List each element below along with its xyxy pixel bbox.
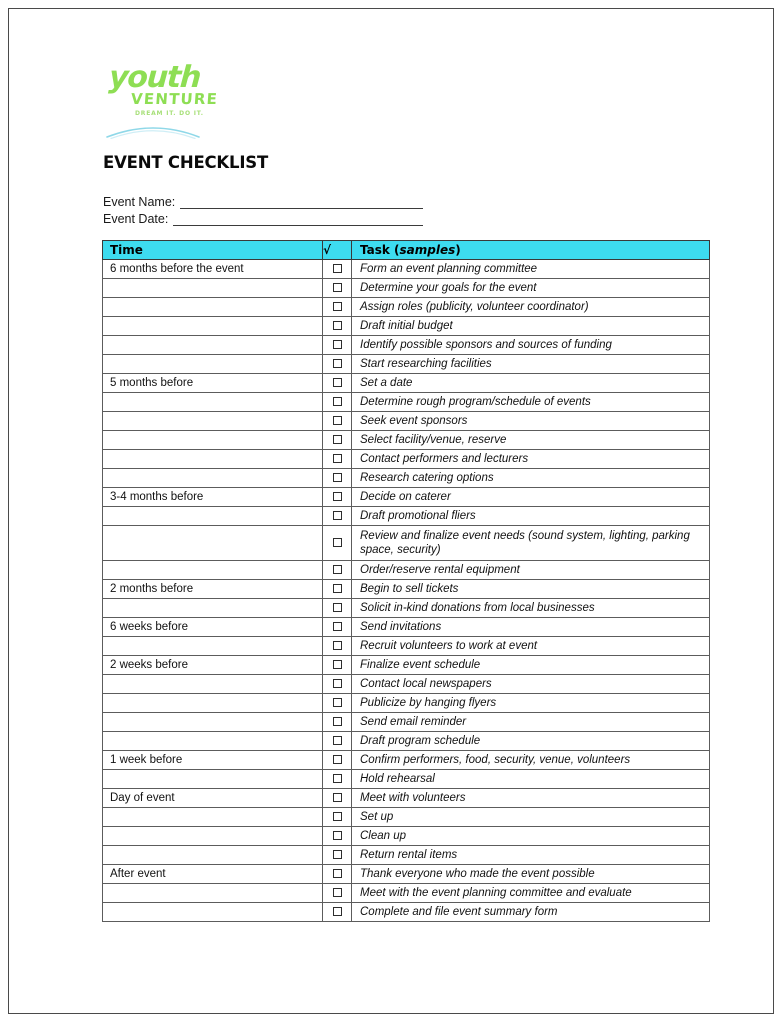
cell-checkbox[interactable] bbox=[323, 808, 352, 827]
cell-task: Contact performers and lecturers bbox=[352, 450, 710, 469]
task-checkbox[interactable] bbox=[333, 492, 342, 501]
cell-time bbox=[103, 412, 323, 431]
cell-task: Set up bbox=[352, 808, 710, 827]
cell-checkbox[interactable] bbox=[323, 507, 352, 526]
table-row bbox=[103, 260, 710, 279]
task-checkbox[interactable] bbox=[333, 538, 342, 547]
task-checkbox[interactable] bbox=[333, 660, 342, 669]
table-header bbox=[103, 241, 710, 260]
task-checkbox[interactable] bbox=[333, 435, 342, 444]
task-checkbox[interactable] bbox=[333, 717, 342, 726]
table-row bbox=[103, 507, 710, 526]
cell-checkbox[interactable] bbox=[323, 770, 352, 789]
cell-time: 2 weeks before bbox=[103, 656, 323, 675]
cell-checkbox[interactable] bbox=[323, 580, 352, 599]
cell-time bbox=[103, 298, 323, 317]
cell-task: Thank everyone who made the event possible bbox=[352, 865, 710, 884]
table-row bbox=[103, 770, 710, 789]
table-row bbox=[103, 374, 710, 393]
cell-checkbox[interactable] bbox=[323, 618, 352, 637]
table-row bbox=[103, 298, 710, 317]
logo-tagline: DREAM IT. DO IT. bbox=[135, 110, 204, 117]
cell-checkbox[interactable] bbox=[323, 526, 352, 561]
task-checkbox[interactable] bbox=[333, 264, 342, 273]
task-checkbox[interactable] bbox=[333, 378, 342, 387]
column-header-task bbox=[352, 241, 710, 260]
cell-time bbox=[103, 431, 323, 450]
cell-checkbox[interactable] bbox=[323, 393, 352, 412]
event-date-input[interactable] bbox=[173, 213, 423, 226]
cell-time bbox=[103, 507, 323, 526]
table-row bbox=[103, 846, 710, 865]
cell-checkbox[interactable] bbox=[323, 751, 352, 770]
cell-task: Publicize by hanging flyers bbox=[352, 694, 710, 713]
cell-checkbox[interactable] bbox=[323, 317, 352, 336]
cell-task: Start researching facilities bbox=[352, 355, 710, 374]
cell-task: Draft program schedule bbox=[352, 732, 710, 751]
task-checkbox[interactable] bbox=[333, 397, 342, 406]
cell-task: Determine rough program/schedule of events bbox=[352, 393, 710, 412]
cell-task: Confirm performers, food, security, venue, volunteers bbox=[352, 751, 710, 770]
page-title: EVENT CHECKLIST bbox=[103, 153, 268, 172]
cell-time bbox=[103, 317, 323, 336]
cell-checkbox[interactable] bbox=[323, 732, 352, 751]
table-row bbox=[103, 599, 710, 618]
logo-swoosh-icon bbox=[105, 117, 201, 139]
task-checkbox[interactable] bbox=[333, 622, 342, 631]
table-row bbox=[103, 656, 710, 675]
task-checkbox[interactable] bbox=[333, 283, 342, 292]
task-checkbox[interactable] bbox=[333, 736, 342, 745]
cell-checkbox[interactable] bbox=[323, 827, 352, 846]
cell-time bbox=[103, 279, 323, 298]
task-checkbox[interactable] bbox=[333, 831, 342, 840]
task-checkbox[interactable] bbox=[333, 416, 342, 425]
cell-task: Begin to sell tickets bbox=[352, 580, 710, 599]
column-header-checkmark: √ bbox=[323, 241, 352, 260]
cell-task: Research catering options bbox=[352, 469, 710, 488]
cell-task: Finalize event schedule bbox=[352, 656, 710, 675]
cell-task: Send invitations bbox=[352, 618, 710, 637]
cell-time: After event bbox=[103, 865, 323, 884]
cell-task: Meet with the event planning committee and evaluate bbox=[352, 884, 710, 903]
table-row bbox=[103, 412, 710, 431]
task-checkbox[interactable] bbox=[333, 340, 342, 349]
task-header-suffix: ) bbox=[455, 243, 461, 257]
cell-time: 3-4 months before bbox=[103, 488, 323, 507]
table-row bbox=[103, 865, 710, 884]
cell-task: Determine your goals for the event bbox=[352, 279, 710, 298]
cell-checkbox[interactable] bbox=[323, 637, 352, 656]
cell-time bbox=[103, 732, 323, 751]
task-checkbox[interactable] bbox=[333, 755, 342, 764]
table-header-row bbox=[103, 241, 710, 260]
task-checkbox[interactable] bbox=[333, 679, 342, 688]
table-row bbox=[103, 618, 710, 637]
cell-checkbox[interactable] bbox=[323, 450, 352, 469]
cell-checkbox[interactable] bbox=[323, 488, 352, 507]
cell-checkbox[interactable] bbox=[323, 298, 352, 317]
event-date-label: Event Date: bbox=[103, 212, 169, 226]
task-checkbox[interactable] bbox=[333, 812, 342, 821]
task-checkbox[interactable] bbox=[333, 888, 342, 897]
cell-time bbox=[103, 884, 323, 903]
cell-time: 6 months before the event bbox=[103, 260, 323, 279]
table-row bbox=[103, 317, 710, 336]
cell-checkbox[interactable] bbox=[323, 431, 352, 450]
cell-time: Day of event bbox=[103, 789, 323, 808]
cell-time bbox=[103, 846, 323, 865]
table-row bbox=[103, 789, 710, 808]
cell-checkbox[interactable] bbox=[323, 355, 352, 374]
table-row bbox=[103, 713, 710, 732]
cell-time bbox=[103, 675, 323, 694]
cell-time bbox=[103, 713, 323, 732]
cell-checkbox[interactable] bbox=[323, 260, 352, 279]
table-row bbox=[103, 903, 710, 922]
cell-task: Select facility/venue, reserve bbox=[352, 431, 710, 450]
cell-task: Decide on caterer bbox=[352, 488, 710, 507]
table-row bbox=[103, 561, 710, 580]
cell-time: 6 weeks before bbox=[103, 618, 323, 637]
event-checklist-table bbox=[102, 240, 710, 922]
task-checkbox[interactable] bbox=[333, 907, 342, 916]
cell-checkbox[interactable] bbox=[323, 694, 352, 713]
cell-checkbox[interactable] bbox=[323, 884, 352, 903]
table-body bbox=[103, 260, 710, 922]
task-checkbox[interactable] bbox=[333, 302, 342, 311]
youth-venture-logo bbox=[105, 59, 285, 141]
cell-task: Seek event sponsors bbox=[352, 412, 710, 431]
table-row bbox=[103, 580, 710, 599]
task-checkbox[interactable] bbox=[333, 641, 342, 650]
document-page bbox=[8, 8, 774, 1014]
cell-task: Form an event planning committee bbox=[352, 260, 710, 279]
table-row bbox=[103, 808, 710, 827]
task-checkbox[interactable] bbox=[333, 698, 342, 707]
table-row bbox=[103, 431, 710, 450]
table-row bbox=[103, 694, 710, 713]
cell-task: Set a date bbox=[352, 374, 710, 393]
cell-task: Review and finalize event needs (sound system, lighting, parking space, security) bbox=[352, 526, 710, 561]
cell-checkbox[interactable] bbox=[323, 865, 352, 884]
event-name-label: Event Name: bbox=[103, 195, 176, 209]
task-header-prefix: Task ( bbox=[360, 243, 400, 257]
cell-time bbox=[103, 637, 323, 656]
event-date-row bbox=[103, 210, 423, 226]
cell-checkbox[interactable] bbox=[323, 789, 352, 808]
task-checkbox[interactable] bbox=[333, 793, 342, 802]
table-row bbox=[103, 279, 710, 298]
cell-checkbox[interactable] bbox=[323, 412, 352, 431]
cell-time bbox=[103, 770, 323, 789]
cell-time bbox=[103, 599, 323, 618]
cell-time bbox=[103, 336, 323, 355]
cell-time bbox=[103, 694, 323, 713]
cell-task: Return rental items bbox=[352, 846, 710, 865]
cell-task: Recruit volunteers to work at event bbox=[352, 637, 710, 656]
table-row bbox=[103, 355, 710, 374]
cell-checkbox[interactable] bbox=[323, 846, 352, 865]
cell-task: Assign roles (publicity, volunteer coordinator) bbox=[352, 298, 710, 317]
table-row bbox=[103, 469, 710, 488]
event-info-fields bbox=[103, 193, 423, 227]
logo-word-youth: youth bbox=[107, 60, 202, 95]
cell-time bbox=[103, 526, 323, 561]
cell-task: Send email reminder bbox=[352, 713, 710, 732]
cell-time bbox=[103, 469, 323, 488]
task-checkbox[interactable] bbox=[333, 473, 342, 482]
cell-checkbox[interactable] bbox=[323, 675, 352, 694]
cell-task: Draft promotional fliers bbox=[352, 507, 710, 526]
cell-task: Solicit in-kind donations from local businesses bbox=[352, 599, 710, 618]
cell-time bbox=[103, 561, 323, 580]
cell-task: Contact local newspapers bbox=[352, 675, 710, 694]
cell-task: Complete and file event summary form bbox=[352, 903, 710, 922]
task-checkbox[interactable] bbox=[333, 869, 342, 878]
cell-task: Hold rehearsal bbox=[352, 770, 710, 789]
cell-checkbox[interactable] bbox=[323, 374, 352, 393]
cell-checkbox[interactable] bbox=[323, 469, 352, 488]
cell-task: Clean up bbox=[352, 827, 710, 846]
cell-time bbox=[103, 355, 323, 374]
cell-time bbox=[103, 450, 323, 469]
cell-time bbox=[103, 903, 323, 922]
task-checkbox[interactable] bbox=[333, 321, 342, 330]
cell-checkbox[interactable] bbox=[323, 713, 352, 732]
task-checkbox[interactable] bbox=[333, 774, 342, 783]
task-checkbox[interactable] bbox=[333, 359, 342, 368]
table-row bbox=[103, 488, 710, 507]
cell-checkbox[interactable] bbox=[323, 336, 352, 355]
logo-word-venture: VENTURE bbox=[130, 90, 219, 108]
task-checkbox[interactable] bbox=[333, 603, 342, 612]
table-row bbox=[103, 884, 710, 903]
cell-time: 5 months before bbox=[103, 374, 323, 393]
table-row bbox=[103, 450, 710, 469]
table-row bbox=[103, 393, 710, 412]
cell-task: Meet with volunteers bbox=[352, 789, 710, 808]
table-row bbox=[103, 336, 710, 355]
table-row bbox=[103, 675, 710, 694]
task-checkbox[interactable] bbox=[333, 565, 342, 574]
cell-checkbox[interactable] bbox=[323, 599, 352, 618]
cell-time: 1 week before bbox=[103, 751, 323, 770]
cell-task: Order/reserve rental equipment bbox=[352, 561, 710, 580]
cell-checkbox[interactable] bbox=[323, 279, 352, 298]
task-checkbox[interactable] bbox=[333, 511, 342, 520]
task-header-samples: samples bbox=[399, 243, 456, 257]
cell-time: 2 months before bbox=[103, 580, 323, 599]
task-checkbox[interactable] bbox=[333, 850, 342, 859]
cell-time bbox=[103, 808, 323, 827]
column-header-time: Time bbox=[103, 241, 323, 260]
table-row bbox=[103, 732, 710, 751]
table-row bbox=[103, 526, 710, 561]
cell-time bbox=[103, 827, 323, 846]
cell-task: Draft initial budget bbox=[352, 317, 710, 336]
cell-checkbox[interactable] bbox=[323, 903, 352, 922]
cell-checkbox[interactable] bbox=[323, 656, 352, 675]
table-row bbox=[103, 637, 710, 656]
event-name-input[interactable] bbox=[180, 196, 423, 209]
cell-task: Identify possible sponsors and sources of funding bbox=[352, 336, 710, 355]
task-checkbox[interactable] bbox=[333, 454, 342, 463]
cell-time bbox=[103, 393, 323, 412]
table-row bbox=[103, 751, 710, 770]
table-row bbox=[103, 827, 710, 846]
cell-checkbox[interactable] bbox=[323, 561, 352, 580]
event-name-row bbox=[103, 193, 423, 209]
task-checkbox[interactable] bbox=[333, 584, 342, 593]
